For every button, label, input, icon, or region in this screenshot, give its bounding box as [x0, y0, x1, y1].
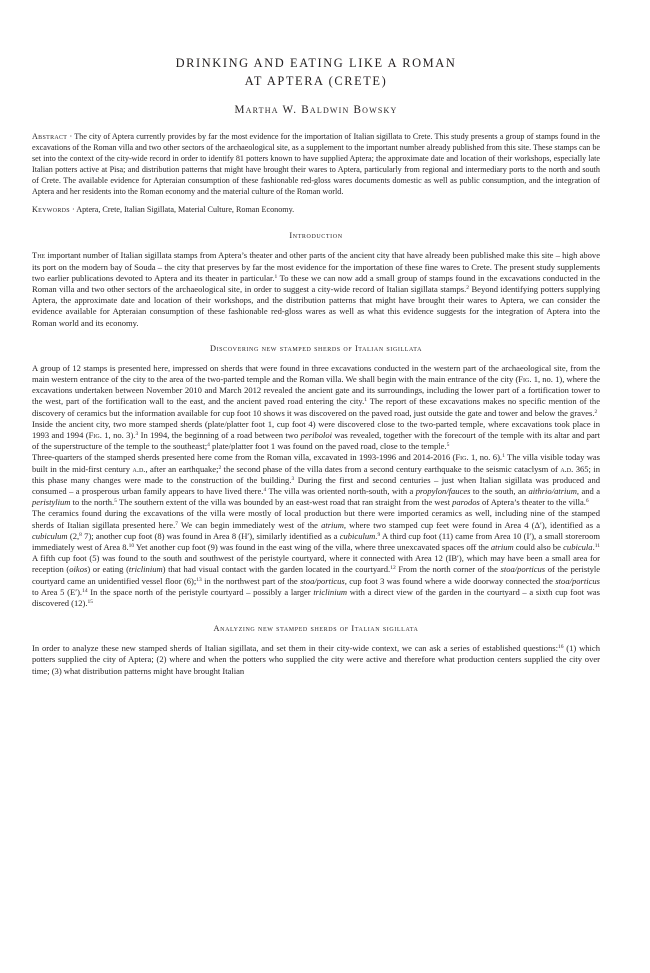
footnote-ref: 12 [390, 565, 396, 572]
keywords-text: · Aptera, Crete, Italian Sigillata, Material Culture, Roman Economy. [69, 205, 295, 215]
footnote-ref: 2 [466, 284, 469, 291]
keywords-label: Keywords [32, 205, 70, 215]
figure-ref: Fig. [88, 429, 102, 440]
text-run: 7); another cup foot (8) was found in Area 8 (H′), similarly identified as a [81, 530, 340, 541]
italic-term: stoa/porticus [555, 575, 600, 586]
italic-term: atrium [490, 542, 514, 553]
text-run: ) or eating ( [87, 564, 129, 575]
text-run: , and a [576, 486, 601, 496]
text-run: could also be [513, 542, 564, 553]
footnote-ref: 5 [446, 442, 450, 449]
text-run: of the peristyle courtyard came an unidentified vessel floor (6); [32, 564, 601, 586]
footnote-ref: 6 [585, 498, 589, 505]
footnote-ref: 14 [82, 587, 88, 594]
text-run: Inside the ancient city, two more stamped sherds (plate/platter foot 1, cup foot 4) were discovered close to the two-parted temple, where excavations took place in 1993 and 1994 ( [32, 418, 600, 440]
text-run: A third cup foot (11) came from Area 10 (I′), a small storeroom immediately west of Area 8. [32, 530, 600, 553]
text-run: . [592, 542, 595, 553]
text-run: The report of these excavations makes no specific mention of the discovery of ceramics but the information available for cup foot 10 shows it was discovered on the paved road, just outside the gate and tower and below the graves. [32, 396, 600, 418]
footnote-ref: 7 [175, 520, 178, 527]
paragraph [32, 419, 600, 453]
footnote-ref: 3 [135, 430, 139, 437]
paragraph [32, 250, 600, 328]
paragraph [32, 643, 600, 677]
footnote-ref: 4 [263, 487, 267, 493]
text-run: A fifth cup foot (5) was found to the south and southwest of the peristyle courtyard, where it connected with Area 12 (IB′), which may have been a small area for reception ( [32, 553, 600, 575]
paragraph [32, 363, 600, 419]
text-run: in the northwest part of the [201, 575, 301, 586]
text-run: (2, [67, 530, 80, 541]
footnote-ref: 4 [207, 442, 210, 449]
text-run: was revealed, together with the forecourt of the temple with its altar and part of the superstructure of the temple to the southeast; [32, 429, 600, 452]
italic-term: aithrio/atrium [528, 486, 577, 496]
section-heading-analyzing: Analyzing new stamped sherds of Italian sigillata [213, 624, 419, 634]
text-run: The southern extent of the villa was bounded by an east-west road that ran straight from the west [116, 497, 453, 508]
italic-term: peristylium [32, 497, 71, 508]
text-run: (1) which potters supplied the city of Aptera; (2) where and when the potters who supplied the city were active and therefore what production centers supplied the city over time; (3) what distribution patterns might have brought Italian [32, 643, 600, 676]
text-run: with a direct view of the garden in the courtyard – a sixth cup foot was discovered (12). [32, 586, 600, 609]
text-run: Beyond identifying potters supplying Aptera, the approximate date and location of their workshops, and the distribution patterns that might have brought their wares to Aptera, we can consider the evidence available for Apteraian consumption of these fashionable red-gloss wares as well as what this evidence suggests for the integration of Aptera into the Roman world and its economy. [32, 283, 601, 328]
discovering-body [32, 363, 600, 609]
footnote-ref: 1 [364, 397, 368, 404]
figure-ref: Fig. [455, 452, 469, 463]
italic-term: stoa/porticus [500, 564, 546, 575]
footnote-ref: 11 [594, 543, 600, 550]
article-title [32, 54, 600, 90]
text-run: 365; in this phase many changes were made to the construction of the building. [32, 463, 600, 485]
text-run: To these we can now add a small group of stamps found in the excavations conducted in the Roman villa and two other sectors of the archaeological site, in order to suggest a city-wide record of Italian sigillata stamps. [32, 272, 600, 294]
text-run: . [375, 530, 378, 541]
lead-word: The [32, 250, 46, 261]
italic-term: cubicula [563, 542, 593, 553]
footnote-ref: 9 [377, 531, 381, 538]
italic-term: periboloi [300, 429, 333, 440]
section-heading-discovering: Discovering new stamped sherds of Italian sigillata [209, 343, 423, 353]
text-run: In the space north of the peristyle courtyard – possibly a larger [87, 586, 314, 597]
footnote-ref: 15 [87, 599, 94, 606]
footnote-ref: 2 [594, 408, 598, 415]
section-heading-introduction: Introduction [289, 231, 343, 241]
text-run: During the first and second centuries – just when Italian sigillata was produced and consumed – a prosperous urban family appears to have lived there. [32, 474, 600, 496]
italic-term: propylon/fauces [415, 486, 471, 496]
text-run: , after an earthquake; [145, 463, 219, 474]
title-line-1: DRINKING AND EATING LIKE A ROMAN [175, 56, 457, 70]
footnote-ref: 2 [218, 464, 222, 471]
footnote-ref: 1 [274, 273, 278, 280]
keywords [32, 205, 600, 216]
analyzing-body [32, 643, 600, 677]
italic-term: triclinium [128, 564, 163, 575]
text-run: 1, no. 6). [468, 452, 503, 463]
footnote-ref: 10 [128, 543, 135, 550]
era-abbrev: a.d. [132, 463, 146, 474]
footnote-ref: 13 [196, 576, 202, 583]
paper-page [0, 54, 650, 973]
italic-term: oikos [69, 564, 88, 575]
footnote-ref: 3 [291, 475, 295, 482]
italic-term: parodos [452, 497, 480, 508]
abstract-label: Abstract [32, 132, 68, 141]
figure-ref: Fig. [518, 373, 532, 384]
italic-term: stoa/porticus [300, 575, 345, 586]
author-name: Martha W. Baldwin Bowsky [234, 104, 398, 116]
paragraph [32, 452, 600, 508]
footnote-ref: 16 [557, 644, 564, 651]
era-abbrev: a.d. [560, 463, 574, 474]
paragraph [32, 508, 600, 609]
text-run: , cup foot 3 was found where a wide doorway connected the [344, 575, 556, 586]
text-run: A group of 12 stamps is presented here, impressed on sherds that were found in three excavations conducted in the western part of the archaeological site, from the main western entrance of the city to the area of the two-parted temple and the Roman villa. We shall begin with the main entrance of the city ( [32, 362, 600, 384]
introduction-body [32, 250, 600, 328]
footnote-ref: 8 [79, 531, 82, 538]
text-run: The villa visible today was built in the mid-first century [32, 452, 601, 474]
text-run: 1, no. 1), where the excavations undertaken between November 2010 and March 2012 revealed the ancient gate and its surroundings, including the lower part of a fortification tower to the west, part of the fortification wall to the east, and the ancient paved road entering the city. [32, 373, 600, 407]
text-run: In 1994, the beginning of a road between two [138, 429, 301, 440]
abstract-text: · The city of Aptera currently provides by far the most evidence for the importation of Italian sigillata to Crete. This study presents a group of stamps found in the excavations of the Roman villa and two other sectors of the archaeological site, as a supplement to the important number already published from this site. These stamps can be set into the context of the city-wide record in order to identify 81 potters known to have supplied Aptera; the approximate date and location of their workshops, especially late Italian potters active at Pisa; and distribution patterns that might have brought their wares to Aptera, particularly from regional and intermediary ports to the north and south of Crete. The available evidence for Apteraian consumption of these fashionable red-gloss wares documents domestic as well as public consumption, and the integration of Aptera and her residents into the Roman economy and the material culture of the Roman world. [32, 132, 600, 196]
italic-term: triclinium [313, 586, 348, 597]
text-run: Three-quarters of the stamped sherds presented here come from the Roman villa, excavated in 1993-1996 and 2014-2016 ( [32, 452, 456, 463]
text-run: important number of Italian sigillata stamps from Aptera’s theater and other parts of the ancient city that have already been published make this site – high above its port on the modern bay of Souda – the city that preserves by far the most evidence for the importation of these fine wares to Crete. The present study supplements two earlier publications devoted to Aptera and its theater in particular. [32, 250, 600, 283]
text-run: of Aptera’s theater to the villa. [479, 497, 586, 508]
italic-term: cubiculum [32, 530, 68, 541]
title-line-2: AT APTERA (CRETE) [244, 74, 388, 88]
footnote-ref: 5 [114, 498, 117, 505]
text-run: From the north corner of the [395, 564, 501, 575]
text-run: We can begin immediately west of the [177, 519, 322, 530]
text-run: The ceramics found during the excavations of the villa were mostly of local production but there were imported ceramics as well, including nine of the stamped sherds of Italian sigillata presented here. [32, 508, 600, 530]
text-run: 1, no. 3). [101, 429, 136, 440]
text-run: plate/platter foot 1 was found on the paved road, close to the temple. [209, 441, 447, 452]
italic-term: cubiculum [339, 530, 376, 541]
text-run: In order to analyze these new stamped sherds of Italian sigillata, and set them in their city-wide context, we can ask a series of established questions: [32, 643, 558, 654]
text-run: to the south, an [470, 486, 529, 496]
abstract [32, 132, 600, 197]
text-run: ) that had visual contact with the garden located in the courtyard. [162, 564, 391, 575]
text-run: the second phase of the villa dates from a second century earthquake to the seismic cataclysm of [221, 463, 561, 474]
text-run: to Area 5 (E′). [32, 586, 83, 597]
italic-term: atrium [321, 519, 344, 530]
text-run: The villa was oriented north-south, with a [266, 486, 416, 496]
text-run: to the north. [70, 497, 115, 508]
footnote-ref: 1 [502, 453, 505, 460]
text-run: , where two stamped cup feet were found in Area 4 (Δ′), identified as a [343, 519, 601, 530]
text-run: Yet another cup foot (9) was found in the east wing of the villa, where three unexcavated spaces off the [134, 542, 491, 553]
